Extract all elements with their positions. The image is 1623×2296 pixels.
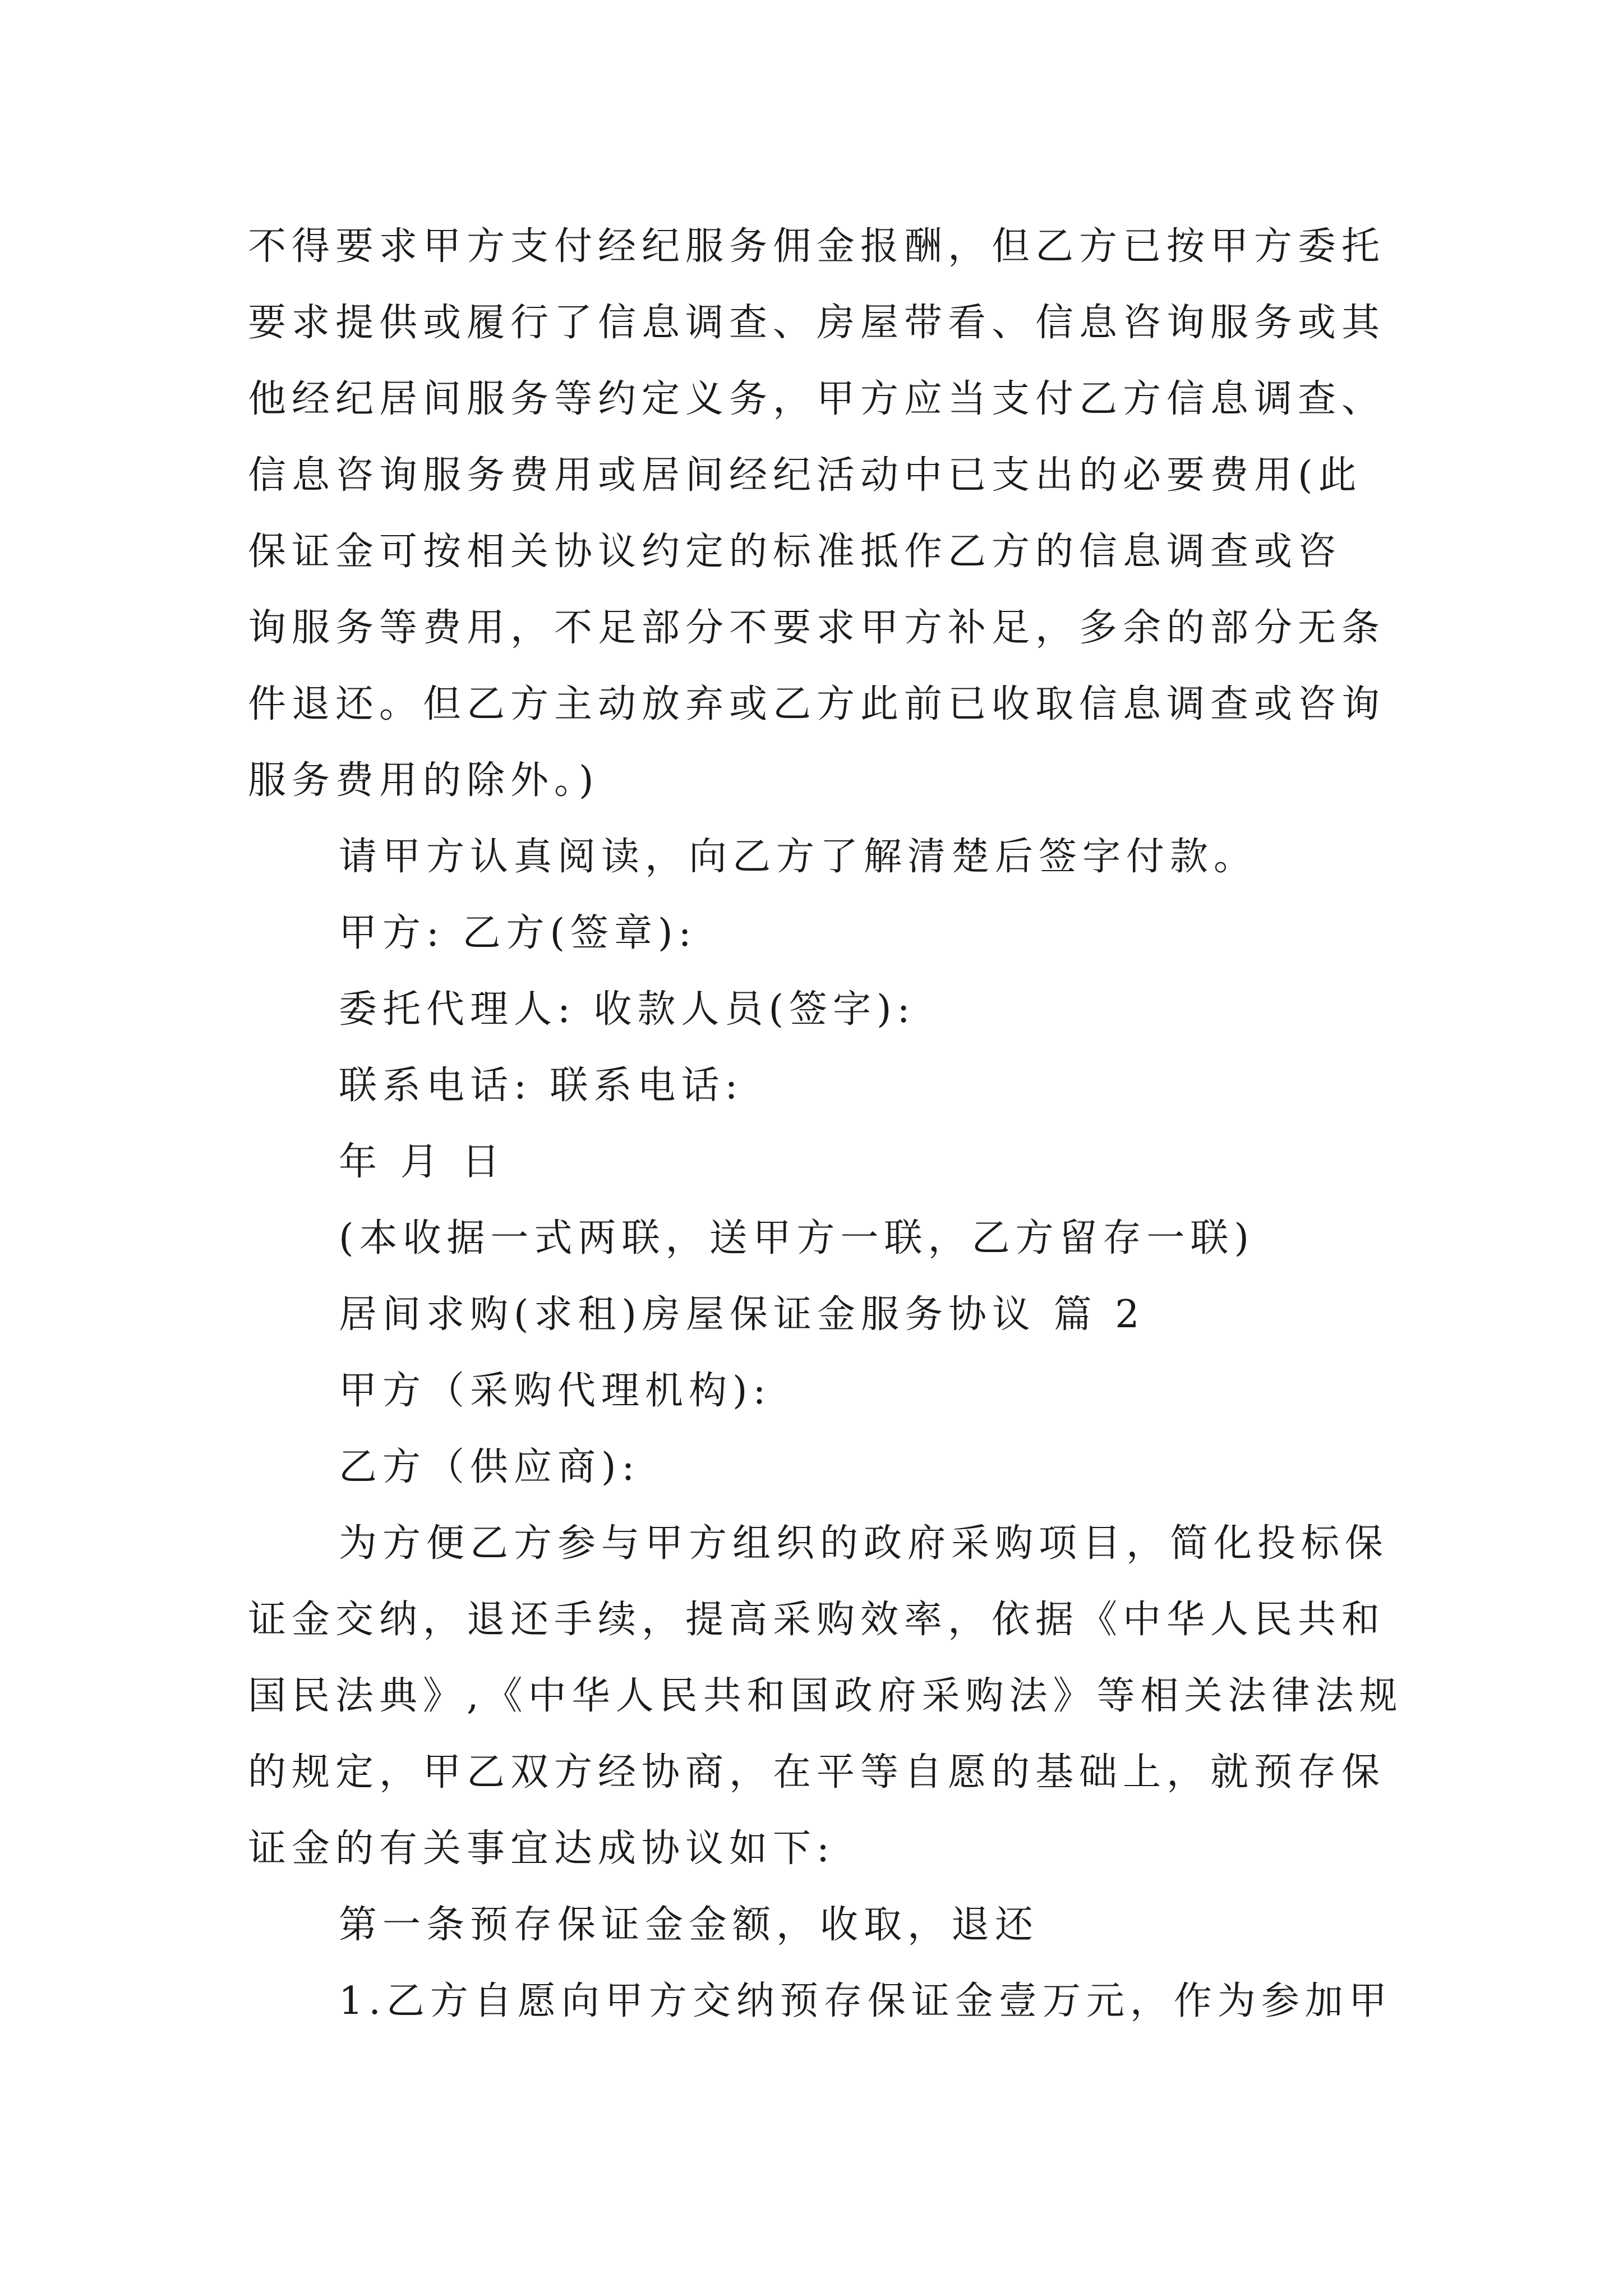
- signature-party-line: 甲方: 乙方(签章):: [339, 911, 697, 955]
- text-line: 信息咨询服务费用或居间经纪活动中已支出的必要费用(此: [248, 453, 1362, 498]
- text-line: 不得要求甲方支付经纪服务佣金报酬，但乙方已按甲方委托: [248, 224, 1386, 269]
- text-line: 要求提供或履行了信息调查、房屋带看、信息咨询服务或其: [248, 301, 1386, 345]
- document-body: [248, 209, 1403, 2040]
- text-line: 国民法典》,《中华人民共和国政府采购法》等相关法律法规: [248, 1674, 1403, 1718]
- party-a-line: 甲方（采购代理机构):: [339, 1369, 772, 1413]
- signature-phone-line: 联系电话: 联系电话:: [339, 1064, 744, 1108]
- signature-agent-line: 委托代理人: 收款人员(签字):: [339, 987, 916, 1032]
- text-line: 为方便乙方参与甲方组织的政府采购项目，简化投标保: [339, 1521, 1389, 1566]
- text-line: 的规定，甲乙双方经协商，在平等自愿的基础上，就预存保: [248, 1750, 1386, 1795]
- text-line: 请甲方认真阅读，向乙方了解清楚后签字付款。: [339, 835, 1258, 879]
- section-heading: 居间求购(求租)房屋保证金服务协议 篇 2: [339, 1292, 1145, 1337]
- text-line: 保证金可按相关协议约定的标准抵作乙方的信息调查或咨: [248, 530, 1342, 574]
- text-line: 询服务等费用，不足部分不要求甲方补足，多余的部分无条: [248, 606, 1386, 650]
- party-b-line: 乙方（供应商):: [339, 1445, 640, 1489]
- text-line: 证金的有关事宜达成协议如下:: [248, 1826, 835, 1871]
- receipt-note-line: (本收据一式两联，送甲方一联，乙方留存一联): [339, 1216, 1255, 1260]
- text-line: 服务费用的除外。): [248, 758, 600, 803]
- text-line: 1.乙方自愿向甲方交纳预存保证金壹万元，作为参加甲: [339, 1979, 1393, 2023]
- text-line: 证金交纳，退还手续，提高采购效率，依据《中华人民共和: [248, 1598, 1386, 1642]
- signature-date-line: 年 月 日: [339, 1140, 506, 1184]
- article-heading: 第一条预存保证金金额，收取，退还: [339, 1903, 1039, 1947]
- text-line: 他经纪居间服务等约定义务，甲方应当支付乙方信息调查、: [248, 377, 1386, 421]
- text-line: 件退还。但乙方主动放弃或乙方此前已收取信息调查或咨询: [248, 682, 1386, 726]
